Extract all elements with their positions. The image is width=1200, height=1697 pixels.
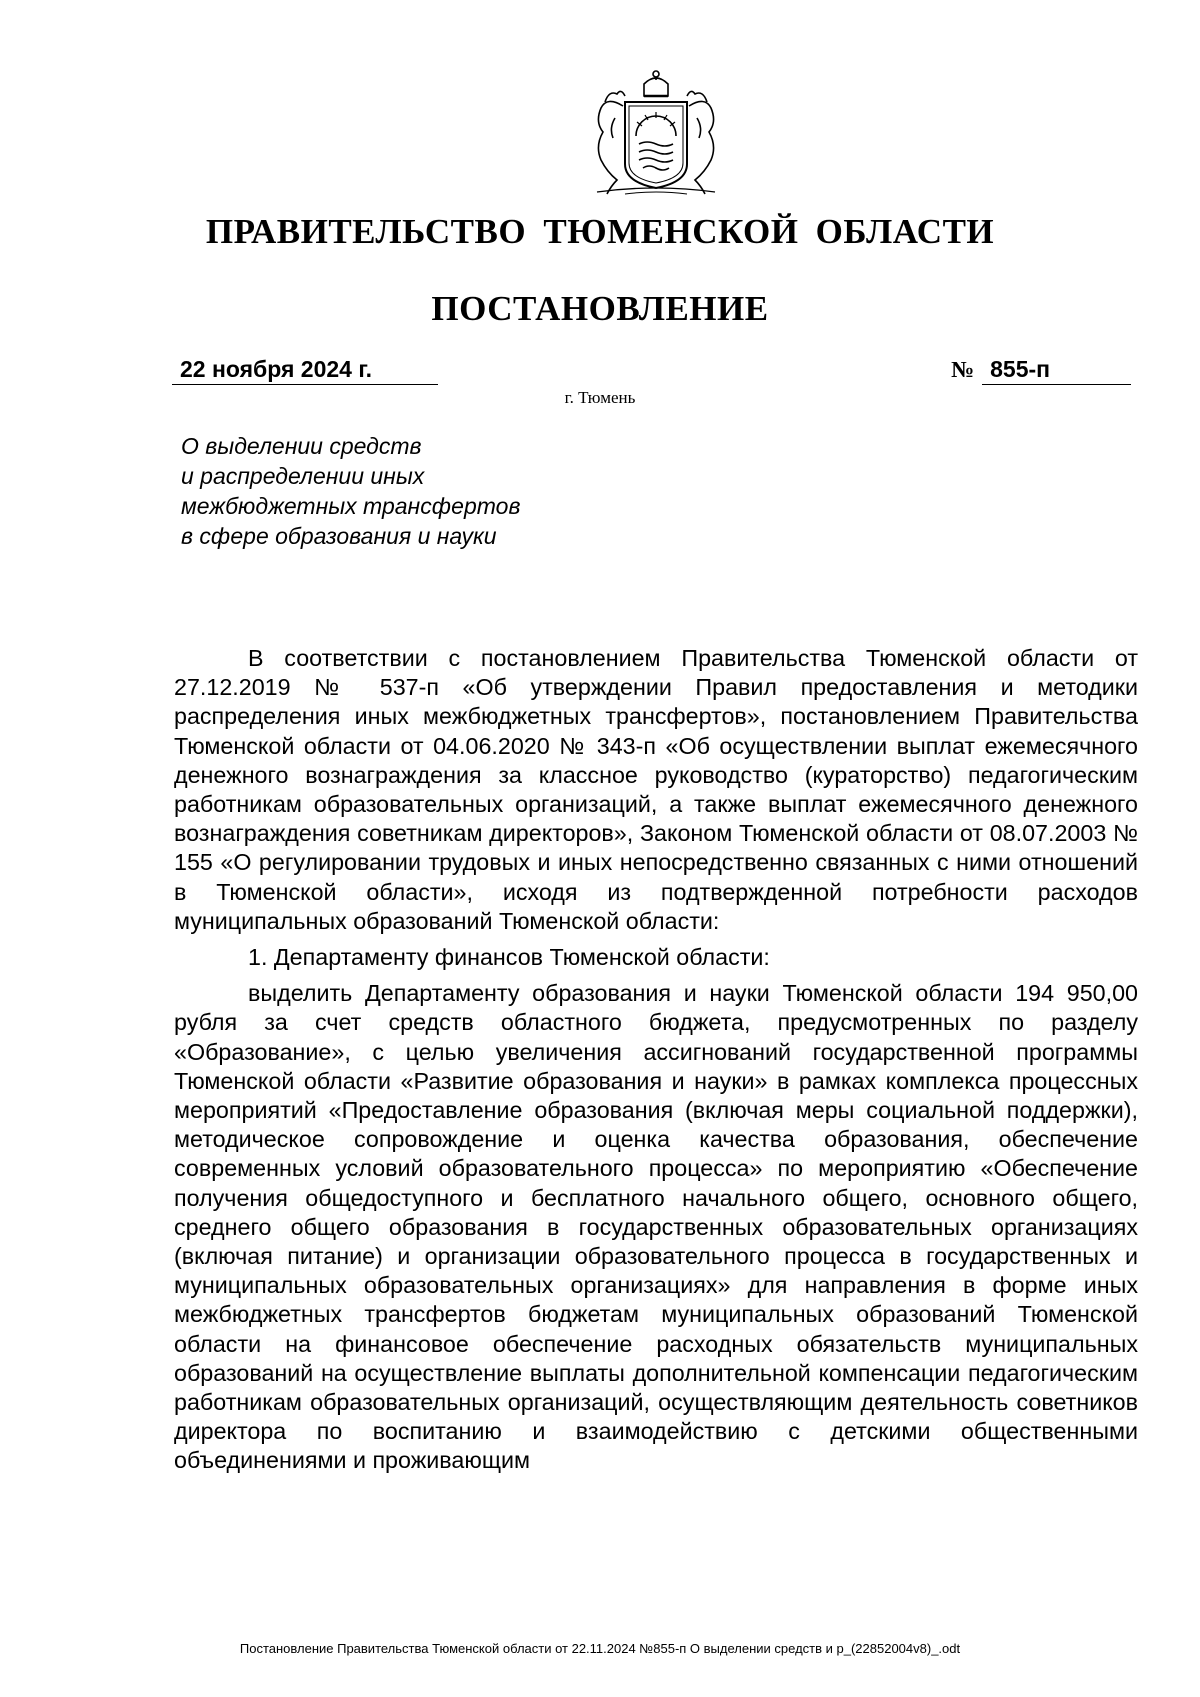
subject-line: и распределении иных bbox=[181, 463, 425, 489]
body-paragraph: выделить Департаменту образования и науки Тюменской области 194 950,00 рубля за счет средств областного бюджета, предусмотренных по разделу «Образование», с целью увеличения ассигнований государственной программы Тюменской области «Развитие образования и науки» в рамках комплекса процессных мероприятий «Предоставление образования (включая меры социальной поддержки), методическое сопровождение и оценка качества образования, обеспечение современных условий образовательного процесса» по мероприятию «Обеспечение получения общедоступного и бесплатного начального общего, основного общего, среднего общего образования в государственных образовательных организациях (включая питание) и организации образовательного процесса в государственных и муниципальных образовательных организациях» для направления в форме иных межбюджетных трансфертов бюджетам муниципальных образований Тюменской области на финансовое обеспечение расходных обязательств муниципальных образований на осуществление выплаты дополнительной компенсации педагогическим работникам образовательных организаций, осуществляющим деятельность советников директора по воспитанию и взаимодействию с детскими общественными объединениями и проживающим bbox=[174, 980, 1138, 1474]
city-label: г. Тюмень bbox=[564, 388, 636, 407]
subject-line: межбюджетных трансфертов bbox=[181, 493, 521, 519]
government-title: ПРАВИТЕЛЬСТВО ТЮМЕНСКОЙ ОБЛАСТИ bbox=[205, 212, 995, 251]
document-number-field bbox=[951, 354, 1131, 385]
document-subject bbox=[181, 431, 520, 551]
coat-of-arms-icon bbox=[581, 66, 731, 199]
body-paragraph: 1. Департаменту финансов Тюменской области: bbox=[248, 944, 770, 971]
document-type-title: ПОСТАНОВЛЕНИЕ bbox=[431, 289, 769, 328]
subject-line: в сфере образования и науки bbox=[181, 523, 497, 549]
page-footer: Постановление Правительства Тюменской области от 22.11.2024 №855-п О выделении средств и р_(22852004v8)_.odt bbox=[239, 1641, 961, 1656]
document-body bbox=[174, 644, 1138, 1483]
body-paragraph: В соответствии с постановлением Правительства Тюменской области от 27.12.2019 № 537-п «Об утверждении Правил предоставления и методики распределения иных межбюджетных трансфертов», постановлением Правительства Тюменской области от 04.06.2020 № 343-п «Об осуществлении выплат ежемесячного денежного вознаграждения за классное руководство (кураторство) педагогическим работникам образовательных организаций, а также выплат ежемесячного денежного вознаграждения советникам директоров», Законом Тюменской области от 08.07.2003 № 155 «О регулировании трудовых и иных непосредственно связанных с ними отношений в Тюменской области», исходя из подтвержденной потребности расходов муниципальных образований Тюменской области: bbox=[174, 645, 1138, 934]
document-number: 855-п bbox=[982, 354, 1131, 385]
number-sign: № bbox=[951, 357, 975, 382]
document-date: 22 ноября 2024 г. bbox=[172, 354, 438, 385]
subject-line: О выделении средств bbox=[181, 433, 422, 459]
